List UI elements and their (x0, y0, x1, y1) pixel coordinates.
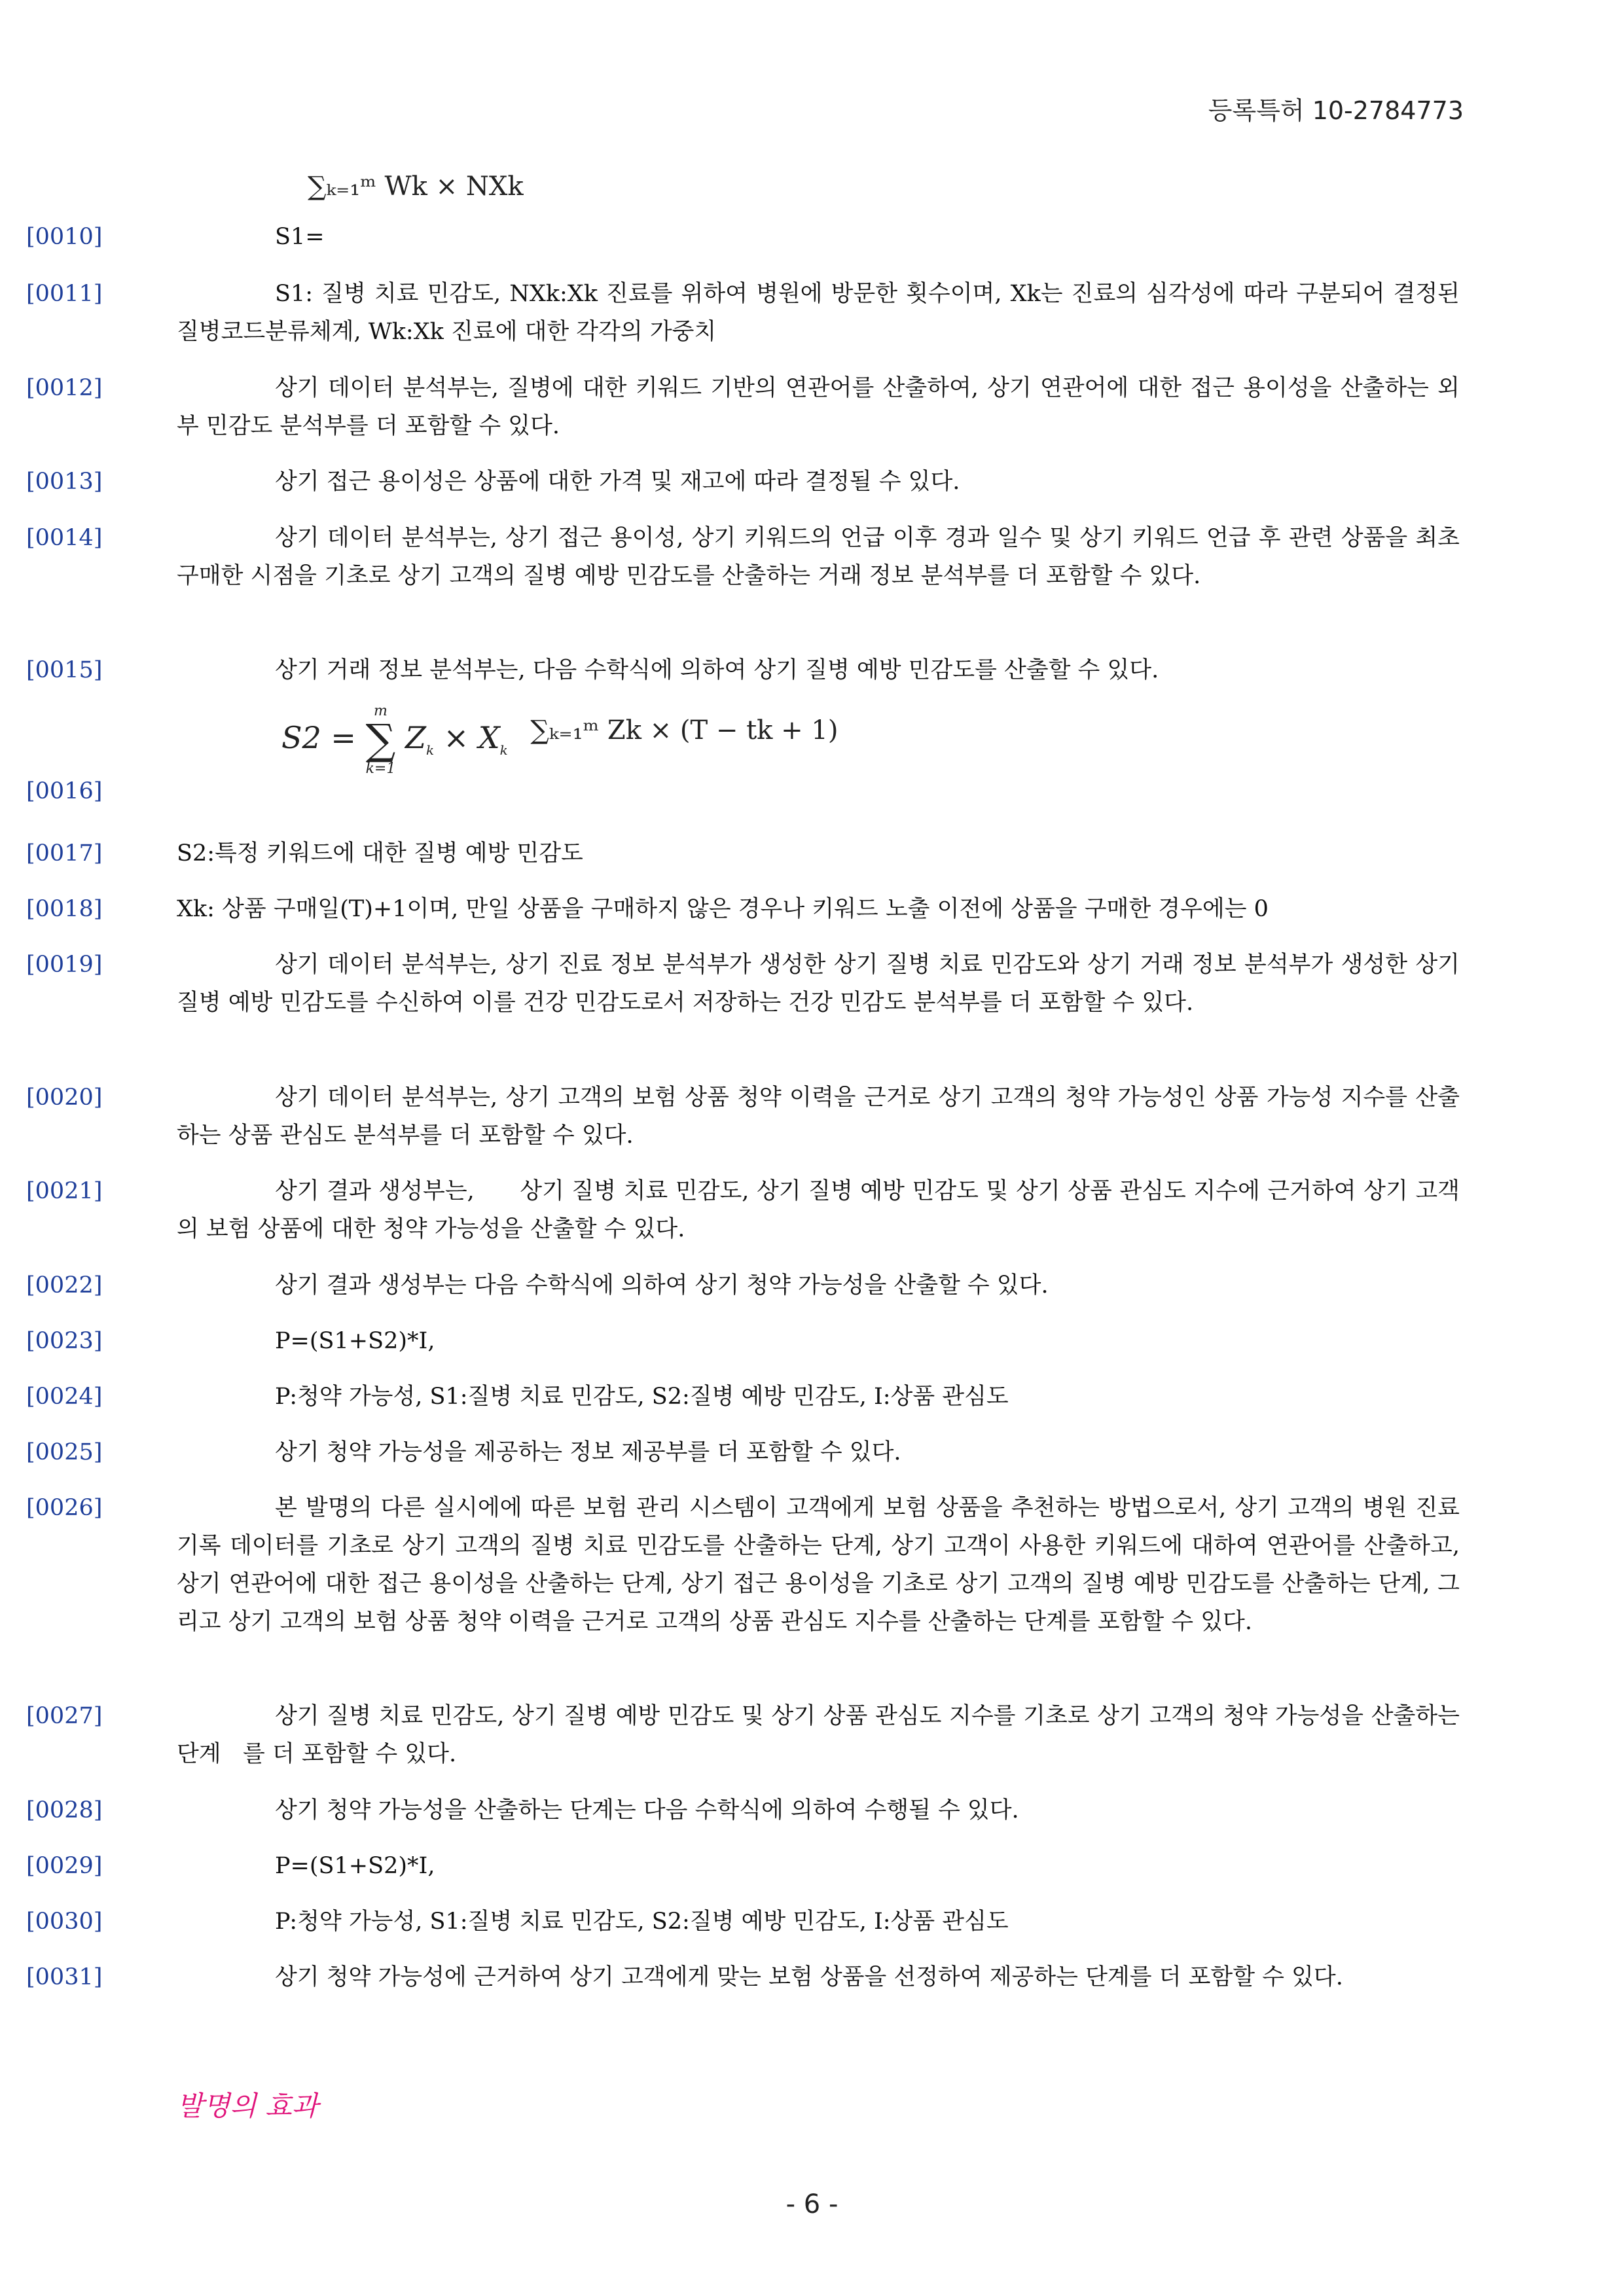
paragraph-number: [0019] (26, 952, 103, 978)
paragraph-0011 (26, 275, 1460, 351)
paragraph-0019 (26, 946, 1460, 1022)
paragraph-text: S1: 질병 치료 민감도, NXk:Xk 진료를 위하여 병원에 방문한 횟수이며, Xk는 진료의 심각성에 따라 구분되어 결정된 질병코드분류체계, Wk:Xk 진료에 대한 각각의 가중치 (177, 281, 1460, 345)
paragraph-text: 상기 데이터 분석부는, 상기 진료 정보 분석부가 생성한 상기 질병 치료 민감도와 상기 거래 정보 분석부가 생성한 상기 질병 예방 민감도를 수신하여 이를 건강 민감도로서 저장하는 건강 민감도 분석부를 더 포함할 수 있다. (177, 952, 1460, 1016)
paragraph-0025 (26, 1433, 1460, 1471)
paragraph-number: [0011] (26, 281, 103, 307)
paragraph-text: S2:특정 키워드에 대한 질병 예방 민감도 (177, 840, 583, 867)
paragraph-number: [0024] (26, 1384, 103, 1410)
paragraph-text: P:청약 가능성, S1:질병 치료 민감도, S2:질병 예방 민감도, I:상품 관심도 (275, 1384, 1009, 1410)
paragraph-0020 (26, 1079, 1460, 1155)
formula-s2-zsub: k (425, 742, 435, 759)
formula-s2-alt: ∑ₖ₌₁ᵐ Zk × (T − tk + 1) (530, 715, 839, 746)
paragraph-0029 (26, 1847, 1460, 1885)
paragraph-number: [0026] (26, 1495, 103, 1521)
paragraph-number: [0025] (26, 1439, 103, 1465)
paragraph-number: [0016] (26, 778, 103, 804)
paragraph-number: [0030] (26, 1909, 103, 1935)
formula-s1-text: ∑ₖ₌₁ᵐ Wk × NXk (308, 171, 524, 202)
document-number: 등록특허 10-2784773 (1208, 96, 1464, 125)
sum-lower-limit: k=1 (365, 761, 396, 777)
sum-upper-limit: m (374, 703, 388, 719)
paragraph-0012 (26, 369, 1460, 445)
section-title: 발명의 효과 (177, 2090, 319, 2122)
paragraph-number: [0027] (26, 1703, 103, 1729)
paragraph-number: [0014] (26, 525, 103, 551)
paragraph-text: P=(S1+S2)*I, (275, 1853, 435, 1879)
formula-s2-lhs: S2 = (281, 720, 366, 755)
paragraph-0028 (26, 1791, 1460, 1829)
formula-s2-xsub: k (499, 742, 508, 759)
paragraph-0024 (26, 1378, 1460, 1416)
paragraph-text: 상기 결과 생성부는 다음 수학식에 의하여 상기 청약 가능성을 산출할 수 있다. (275, 1272, 1049, 1299)
paragraph-number: [0010] (26, 224, 103, 250)
paragraph-number: [0023] (26, 1328, 103, 1354)
paragraph-0027 (26, 1697, 1468, 1773)
formula-s1-image (308, 171, 524, 202)
paragraph-0031 (26, 1958, 1460, 1996)
paragraph-number: [0017] (26, 840, 103, 867)
paragraph-text: 상기 거래 정보 분석부는, 다음 수학식에 의하여 상기 질병 예방 민감도를 산출할 수 있다. (275, 657, 1159, 683)
paragraph-text: 상기 질병 치료 민감도, 상기 질병 예방 민감도 및 상기 상품 관심도 지수를 기초로 상기 고객의 청약 가능성을 산출하는 단계 를 더 포함할 수 있다. (177, 1703, 1468, 1767)
paragraph-number: [0022] (26, 1272, 103, 1299)
paragraph-text: 상기 접근 용이성은 상품에 대한 가격 및 재고에 따라 결정될 수 있다. (275, 469, 960, 495)
paragraph-number: [0031] (26, 1964, 103, 1990)
formula-s2-times: × X (434, 720, 500, 755)
paragraph-0021 (26, 1172, 1460, 1248)
page-number: - 6 - (785, 2189, 839, 2219)
paragraph-text: 상기 결과 생성부는, 상기 질병 치료 민감도, 상기 질병 예방 민감도 및 상기 상품 관심도 지수에 근거하여 상기 고객의 보험 상품에 대한 청약 가능성을 산출할 수 있다. (177, 1178, 1460, 1242)
paragraph-0015 (26, 651, 1460, 689)
paragraph-0018 (26, 890, 1460, 928)
summation-symbol: m ∑ k=1 (365, 703, 396, 777)
paragraph-text: 본 발명의 다른 실시에에 따른 보험 관리 시스템이 고객에게 보험 상품을 추천하는 방법으로서, 상기 고객의 병원 진료 기록 데이터를 기초로 상기 고객의 질병 치료 민감도를 산출하는 단계, 상기 고객이 사용한 키워드에 대하여 연관어를 산출하고, 상기 연관어에 대한 접근 용이성을 산출하는 단계, 상기 접근 용이성을 기초로 상기 고객의 질병 예방 민감도를 산출하는 단계, 그리고 상기 고객의 보험 상품 청약 이력을 근거로 고객의 상품 관심도 지수를 산출하는 단계를 포함할 수 있다. (177, 1495, 1460, 1635)
paragraph-number: [0020] (26, 1085, 103, 1111)
paragraph-text: 상기 데이터 분석부는, 질병에 대한 키워드 기반의 연관어를 산출하여, 상기 연관어에 대한 접근 용이성을 산출하는 외부 민감도 분석부를 더 포함할 수 있다. (177, 375, 1460, 439)
paragraph-text: 상기 데이터 분석부는, 상기 접근 용이성, 상기 키워드의 언급 이후 경과 일수 및 상기 키워드 언급 후 관련 상품을 최초 구매한 시점을 기초로 상기 고객의 질병 예방 민감도를 산출하는 거래 정보 분석부를 더 포함할 수 있다. (177, 525, 1460, 589)
paragraph-text: 상기 청약 가능성에 근거하여 상기 고객에게 맞는 보험 상품을 선정하여 제공하는 단계를 더 포함할 수 있다. (275, 1964, 1343, 1990)
paragraph-number: [0018] (26, 896, 103, 922)
paragraph-text: P:청약 가능성, S1:질병 치료 민감도, S2:질병 예방 민감도, I:상품 관심도 (275, 1909, 1009, 1935)
paragraph-number: [0029] (26, 1853, 103, 1879)
paragraph-0030 (26, 1903, 1460, 1941)
paragraph-number: [0013] (26, 469, 103, 495)
paragraph-0013 (26, 463, 1460, 501)
paragraph-0010 (26, 218, 1460, 256)
paragraph-text: 상기 데이터 분석부는, 상기 고객의 보험 상품 청약 이력을 근거로 상기 고객의 청약 가능성인 상품 가능성 지수를 산출하는 상품 관심도 분석부를 더 포함할 수 있다. (177, 1085, 1460, 1149)
paragraph-0022 (26, 1266, 1460, 1304)
paragraph-number: [0028] (26, 1797, 103, 1823)
paragraph-number: [0015] (26, 657, 103, 683)
paragraph-text: 상기 청약 가능성을 제공하는 정보 제공부를 더 포함할 수 있다. (275, 1439, 901, 1465)
paragraph-number: [0021] (26, 1178, 103, 1204)
paragraph-0014 (26, 519, 1460, 595)
paragraph-text: Xk: 상품 구매일(T)+1이며, 만일 상품을 구매하지 않은 경우나 키워드 노출 이전에 상품을 구매한 경우에는 0 (177, 896, 1269, 922)
paragraph-text: P=(S1+S2)*I, (275, 1328, 435, 1354)
paragraph-text: 상기 청약 가능성을 산출하는 단계는 다음 수학식에 의하여 수행될 수 있다. (275, 1797, 1019, 1823)
paragraph-number: [0012] (26, 375, 103, 401)
paragraph-0023 (26, 1322, 1460, 1360)
formula-s2-z: Z (405, 720, 426, 755)
paragraph-0026 (26, 1489, 1460, 1641)
paragraph-text: S1= (275, 224, 325, 250)
paragraph-0017 (26, 834, 1460, 872)
formula-s2-image (281, 704, 838, 777)
